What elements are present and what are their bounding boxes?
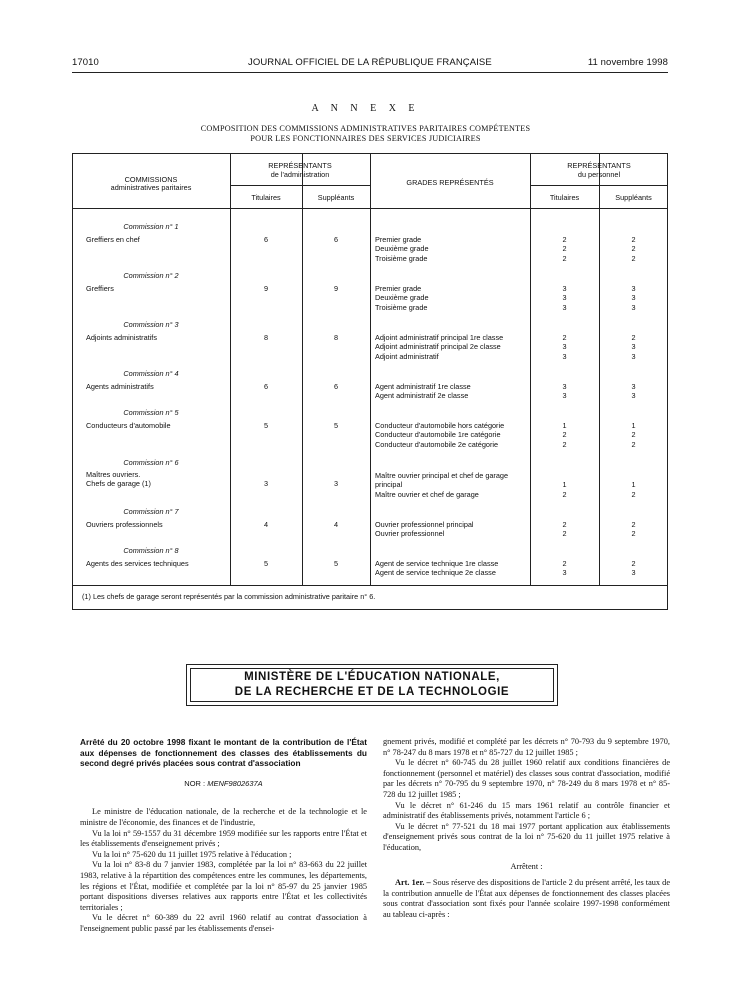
header-rep-perso-sub: du personnel (577, 170, 621, 179)
perso-suppleants: 2 (631, 489, 636, 499)
grade-name: Maître ouvrier principal et chef de garage (375, 471, 509, 480)
header-suppleants: Suppléants (317, 193, 355, 202)
journal-title: JOURNAL OFFICIEL DE LA RÉPUBLIQUE FRANÇAISE (248, 57, 492, 68)
perso-suppleants: 2 (631, 430, 636, 440)
perso-titulaires: 3 (562, 302, 567, 312)
perso-suppleants: 2 (631, 529, 636, 539)
perso-titulaires: 1 (562, 480, 567, 490)
admin-titulaires: 6 (263, 235, 269, 244)
paragraph: Vu la loi n° 59-1557 du 31 décembre 1959 modifiée sur les rapports entre l'État et les établissements d'enseignement privés ; (80, 828, 367, 849)
header-commissions: COMMISSIONS (124, 175, 178, 184)
admin-suppleants: 4 (333, 520, 339, 529)
table-rule (72, 585, 668, 586)
page-number: 17010 (72, 57, 99, 68)
grade-name: Agent administratif 2e classe (375, 391, 469, 401)
table-rule (72, 609, 668, 610)
admin-titulaires: 3 (263, 479, 269, 488)
annex-subtitle-line2: POUR LES FONCTIONNAIRES DES SERVICES JUDICIAIRES (250, 134, 481, 143)
header-suppleants-perso: Suppléants (615, 193, 652, 202)
admin-suppleants: 6 (333, 235, 339, 244)
header-titulaires-perso: Titulaires (549, 193, 580, 202)
grade-name: Maître ouvrier et chef de garage (375, 489, 479, 499)
right-column (383, 737, 670, 921)
commission-name: Maîtres ouvriers. (86, 470, 141, 479)
grade-name: Premier grade (375, 284, 422, 293)
perso-titulaires: 3 (562, 284, 567, 293)
perso-suppleants: 2 (631, 333, 636, 342)
commission-label: Commission n° 7 (123, 507, 179, 516)
perso-titulaires: 2 (562, 520, 567, 529)
perso-suppleants: 2 (631, 559, 636, 568)
commission-label: Commission n° 1 (123, 222, 179, 231)
paragraph: gnement privés, modifié et complété par les décrets n° 70-793 du 9 septembre 1970, n° 78-247 du 8 mars 1978 et n° 85-727 du 12 juillet 1985 ; (383, 737, 670, 757)
commission-name: Adjoints administratifs (86, 333, 157, 342)
grade-name: Ouvrier professionnel principal (375, 520, 474, 529)
paragraph: Vu le décret n° 61-246 du 15 mars 1961 relatif au contrôle financier et administratif des établissements privés, notamment l'article 6 ; (383, 800, 670, 821)
grade-name: Premier grade (375, 235, 422, 244)
commission-name: Ouvriers professionnels (86, 520, 163, 529)
commission-name: Conducteurs d'automobile (86, 421, 171, 430)
grade-name: Ouvrier professionnel (375, 529, 445, 539)
commission-label: Commission n° 2 (123, 271, 179, 280)
grade-name: Conducteur d'automobile hors catégorie (375, 421, 505, 430)
perso-titulaires: 3 (562, 342, 567, 352)
ministry-line1: MINISTÈRE DE L'ÉDUCATION NATIONALE, (244, 671, 500, 683)
admin-titulaires: 6 (263, 382, 269, 391)
table-rule (370, 153, 371, 585)
admin-titulaires: 8 (263, 333, 269, 342)
nor-value: MENF9802637A (207, 778, 263, 788)
admin-suppleants: 5 (333, 421, 339, 430)
article-1-text: Sous réserve des dispositions de l'article 2 du présent arrêté, les taux de la contribution annuelle de l'État aux dépenses de fonctionnement des classes placées sous contrat d'association sont fixés pour l'année scolaire 1997-1998 conformément au tableau ci-après : (383, 878, 671, 919)
perso-titulaires: 3 (562, 391, 567, 401)
perso-titulaires: 2 (562, 529, 567, 539)
commission-label: Commission n° 3 (123, 320, 179, 329)
header-rep-perso: REPRÉSENTANTS (567, 161, 631, 170)
perso-suppleants: 3 (631, 284, 636, 293)
grade-name: Agent administratif 1re classe (375, 382, 471, 391)
perso-titulaires: 3 (562, 382, 567, 391)
perso-suppleants: 3 (631, 302, 636, 312)
annex-subtitle-line1: COMPOSITION DES COMMISSIONS ADMINISTRATIVES PARITAIRES COMPÉTENTES (200, 124, 531, 133)
header-titulaires: Titulaires (251, 193, 281, 202)
header-rep-admin-sub: de l'administration (270, 170, 330, 179)
table-footnote: (1) Les chefs de garage seront représentés par la commission administrative paritaire n° 6. (82, 592, 376, 601)
header-rep-admin: REPRÉSENTANTS (268, 161, 332, 170)
ministry-line2: DE LA RECHERCHE ET DE LA TECHNOLOGIE (234, 686, 510, 698)
perso-titulaires: 2 (562, 559, 567, 568)
admin-titulaires: 5 (263, 559, 269, 568)
commission-name: Greffiers en chef (86, 235, 140, 244)
grade-name: Deuxième grade (375, 244, 429, 254)
perso-titulaires: 2 (562, 333, 567, 342)
perso-suppleants: 1 (631, 480, 636, 490)
paragraph: Vu la loi n° 75-620 du 11 juillet 1975 relative à l'éducation ; (92, 849, 292, 859)
grade-name: Adjoint administratif (375, 351, 439, 361)
perso-titulaires: 2 (562, 439, 567, 449)
grade-name: Troisième grade (375, 253, 428, 263)
grade-name: Deuxième grade (375, 293, 429, 303)
decree-title: Arrêté du 20 octobre 1998 fixant le montant de la contribution de l'État aux dépenses de fonctionnement des classes des établissements du second degré privés placées sous contrat d'association (80, 737, 367, 769)
perso-titulaires: 2 (562, 489, 567, 499)
paragraph: Le ministre de l'éducation nationale, de la recherche et de la technologie et le ministre de l'économie, des finances et de l'industrie, (80, 807, 367, 827)
nor-reference (80, 779, 367, 790)
commissions-table (72, 153, 668, 610)
perso-suppleants: 2 (631, 253, 636, 263)
left-column (80, 737, 367, 935)
nor-label: NOR : (184, 778, 206, 788)
paragraph: Vu le décret n° 60-745 du 28 juillet 1960 relatif aux conditions financières de fonctionnement (personnel et matériel) des classes sous contrat d'association, modifié par les décrets n° 70-795 du 9 septembre 1970, n° 78-249 du 8 mars 1978 et n° 85-728 du 12 juillet 1985 ; (383, 758, 670, 799)
admin-suppleants: 3 (333, 479, 339, 488)
perso-suppleants: 3 (631, 351, 636, 361)
grade-name: Agent de service technique 1re classe (375, 559, 499, 568)
grade-name: Conducteur d'automobile 1re catégorie (375, 430, 501, 440)
perso-titulaires: 3 (562, 351, 567, 361)
perso-suppleants: 3 (631, 293, 636, 303)
grade-name: Agent de service technique 2e classe (375, 568, 496, 578)
admin-suppleants: 6 (333, 382, 339, 391)
perso-suppleants: 3 (631, 568, 636, 578)
commission-label: Commission n° 5 (123, 408, 179, 417)
arretent: Arrêtent : (510, 861, 543, 871)
paragraph: Vu la loi n° 83-8 du 7 janvier 1983, complétée par la loi n° 83-663 du 22 juillet 1983, relative à la répartition des compétences entre les communes, les départements, les régions et l'État, modifiée et complétée par la loi n° 85-97 du 25 janvier 1985 portant dispositions diverses relatives aux rapports entre l'État et les collectivités territoriales ; (80, 860, 367, 912)
perso-suppleants: 2 (631, 439, 636, 449)
admin-titulaires: 9 (263, 284, 269, 293)
perso-suppleants: 3 (631, 391, 636, 401)
commission-label: Commission n° 6 (123, 458, 179, 467)
perso-suppleants: 2 (631, 520, 636, 529)
commission-label: Commission n° 8 (123, 546, 179, 555)
article-1 (383, 878, 670, 920)
paragraph: Vu le décret n° 77-521 du 18 mai 1977 portant application aux établissements d'enseignement privés sous contrat de la loi n° 75-620 du 11 juillet 1975 relative à l'éducation, (383, 821, 670, 852)
commission-name: Agents des services techniques (86, 559, 189, 568)
perso-suppleants: 2 (631, 235, 636, 244)
perso-suppleants: 1 (631, 421, 636, 430)
commission-name: Agents administratifs (86, 382, 154, 391)
admin-suppleants: 9 (333, 284, 339, 293)
ministry-banner (186, 664, 558, 706)
table-rule (230, 185, 370, 186)
admin-suppleants: 8 (333, 333, 339, 342)
header-grades: GRADES REPRÉSENTÉS (406, 178, 494, 187)
article-1-label: Art. 1er. – (395, 878, 431, 888)
perso-suppleants: 2 (631, 244, 636, 254)
header-commissions-sub: administratives paritaires (110, 183, 192, 192)
grade-name: principal (375, 480, 403, 490)
perso-titulaires: 2 (562, 244, 567, 254)
grade-name: Troisième grade (375, 302, 428, 312)
page-header (72, 57, 668, 71)
grade-name: Adjoint administratif principal 1re classe (375, 333, 504, 342)
commission-name: Chefs de garage (1) (86, 479, 151, 488)
grade-name: Conducteur d'automobile 2e catégorie (375, 439, 499, 449)
perso-titulaires: 1 (562, 421, 567, 430)
commission-name: Greffiers (86, 284, 114, 293)
perso-titulaires: 2 (562, 235, 567, 244)
grade-name: Adjoint administratif principal 2e classe (375, 342, 501, 352)
paragraph: Vu le décret n° 60-389 du 22 avril 1960 relatif au contrat d'association à l'enseignement public passé par les établissements d'ensei- (80, 913, 367, 933)
admin-titulaires: 5 (263, 421, 269, 430)
admin-suppleants: 5 (333, 559, 339, 568)
admin-titulaires: 4 (263, 520, 269, 529)
header-rule (72, 72, 668, 73)
perso-titulaires: 3 (562, 293, 567, 303)
annex-title: A N N E X E (311, 103, 420, 114)
perso-titulaires: 2 (562, 430, 567, 440)
perso-titulaires: 3 (562, 568, 567, 578)
perso-suppleants: 3 (631, 382, 636, 391)
commission-label: Commission n° 4 (123, 369, 179, 378)
perso-suppleants: 3 (631, 342, 636, 352)
issue-date: 11 novembre 1998 (587, 57, 668, 68)
perso-titulaires: 2 (562, 253, 567, 263)
